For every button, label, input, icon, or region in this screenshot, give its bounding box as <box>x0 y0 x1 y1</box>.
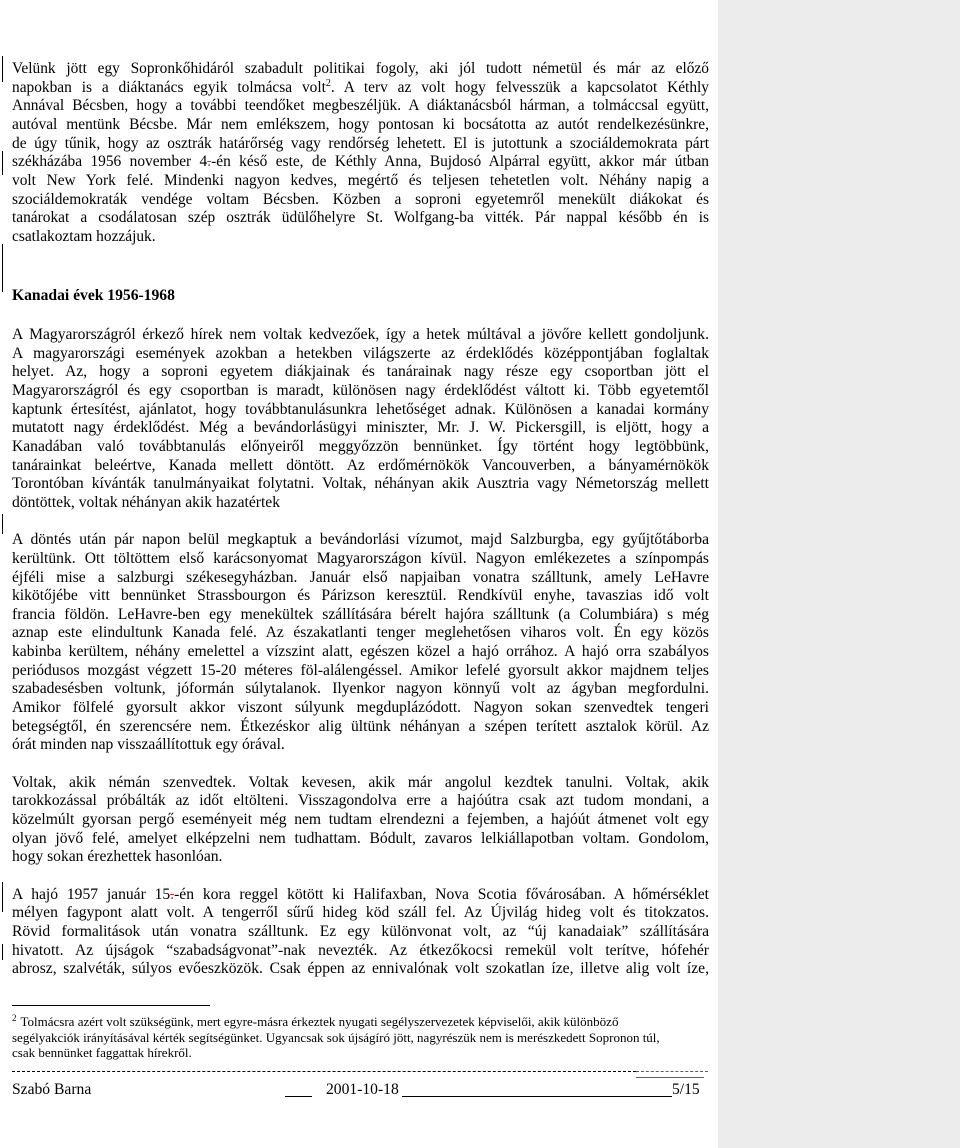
footer-underline <box>285 1096 312 1097</box>
paragraph-line: éjféli mise a salzburgi székesegyházban. Január első napjaiban vonatra szálltunk, amely LeHavre <box>12 568 709 586</box>
paragraph-line: Amikor fölfelé gyorsult akkor viszont súlyunk megduplázódott. Nagyon sokan szenvedtek tengeri <box>12 699 709 717</box>
change-bar <box>2 244 3 292</box>
paragraph-line: hogy sokan érezhettek hasonlóan. <box>12 848 223 866</box>
line-text: A hajó 1957 január 15 <box>12 885 171 903</box>
footnote <box>12 1014 709 1061</box>
paragraph-line: Rövid formalitások után vonatra szálltunk. Ez egy különvonat volt, az “új kanadaiak” szállítására <box>12 922 709 940</box>
paragraph-line: Voltak, akik némán szenvedtek. Voltak kevesen, akik már angolul kezdtek tanulni. Voltak, akik <box>12 773 709 791</box>
paragraph-line: kerültünk. Ott töltöttem első karácsonyomat Magyarországon kívül. Nagyon emlékezetes a színpompás <box>12 549 709 567</box>
paragraph-line: autóval mentünk Bécsbe. Már nem emlékszem, hogy pontosan ki bocsátotta az autót rendelkezésünkre, <box>12 116 709 134</box>
paragraph-line: mélyen fagypont alatt volt. A tengerről sűrű hideg köd száll fel. Az Újvilág hideg volt és titokzatos. <box>12 904 709 922</box>
paragraph-line: A Magyarországról érkező hírek nem voltak kedvezőek, így a hetek múltával a jövőre kellett gondoljunk. <box>12 326 709 343</box>
paragraph-line: kikötőjébe vitt bennünket Strassbourgon és Párizson keresztül. Rendkívül enyhe, tavaszias idő volt <box>12 587 709 605</box>
footer-date: 2001-10-18 <box>326 1081 399 1098</box>
paragraph-line <box>12 153 709 172</box>
paragraph-line: döntöttek, voltak néhányan akik hazatértek <box>12 493 281 511</box>
paragraph-line: Kanadában való továbbtanulás előnyeiről meggyőzzön bennünket. Így történt hogy legtöbbünk, <box>12 437 709 455</box>
line-text: -én késő este, de Kéthly Anna, Bujdosó Alpárral együtt, akkor már útban <box>211 153 709 171</box>
change-bar <box>2 151 3 175</box>
footnote-line: csak bennünket faggattak hírekről. <box>12 1045 192 1060</box>
paragraph-line: olyan jövő felé, amelyet elképzelni nem tudhattam. Bódult, zavaros lelkiállapotban voltam. Gondolom, <box>12 829 709 847</box>
footer-separator <box>12 1071 636 1072</box>
footnote-line <box>12 1014 709 1030</box>
paragraph-line: Magyarországról és egy csoportban is maradt, különösen nagy érdeklődést váltott ki. Több egyetemtől <box>12 381 709 399</box>
footnote-number: 2 <box>12 1012 17 1023</box>
line-text: -én kora reggel kötött ki Halifaxban, Nova Scotia fővárosában. A hőmérséklet <box>174 885 709 903</box>
paragraph-line: csatlakoztam hozzájuk. <box>12 228 156 246</box>
footnote-text: Tolmácsra azért volt szükségünk, mert egyre-másra érkeztek nyugati segélyszervezetek képviselői, akik különböző <box>20 1014 619 1029</box>
line-text: . A terv az volt hogy felvesszük a kapcsolatot Kéthly <box>330 78 709 96</box>
deleted-text: . <box>207 153 212 171</box>
paragraph-5 <box>12 886 709 979</box>
paragraph-line: francia földön. LeHavre-ben egy menekültek szállítására bérelt hajóra szálltunk (a Columbiára) s még <box>12 605 709 623</box>
section-heading: Kanadai évek 1956-1968 <box>12 287 175 304</box>
change-bar <box>2 514 3 534</box>
footer-author: Szabó Barna <box>12 1081 92 1098</box>
paragraph-line: A magyarországi események azokban a hetekben világszerte az érdeklődés középpontjában foglaltak <box>12 344 709 362</box>
comment-pane <box>718 0 960 1148</box>
footnote-line: segélyakciók irányításával kérték segítségünket. Ugyancsak sok újságíró jött, nagyrészük nem is merészkedett Sopronon túl, <box>12 1029 660 1045</box>
paragraph-line: Velünk jött egy Sopronkőhidáról szabadult politikai fogoly, aki jól tudott németül és már az előző <box>12 60 709 77</box>
paragraph-line: mutatott nagy érdeklődést. Még a bevándorlásügyi miniszter, Mr. J. W. Pickersgill, is eljött, hogy a <box>12 419 709 437</box>
change-bar <box>2 56 3 82</box>
change-bar <box>2 944 3 960</box>
footer-page-number: 5/15 <box>672 1081 700 1098</box>
paragraph-line: helyet. Az, hogy a soproni egyetem diákjainak és tanárainak nagy része egy csoportban jött el <box>12 363 709 381</box>
footer-separator-changed <box>636 1071 708 1072</box>
paragraph-line: kaptunk értesítést, ajánlatot, hogy továbbtanulásunkra lehetőséget adnak. Különösen a kanadai kormány <box>12 400 709 418</box>
paragraph-line: tarokkozással próbálták az időt eltölteni. Visszagondolva erre a hajóútra csak azt tudom mondani, a <box>12 792 709 810</box>
paragraph-line: tanárainkat beleértve, Kanada mellett döntött. Az erdőmérnökök Vancouverben, a bányamérnökök <box>12 456 709 474</box>
footer-change-underline <box>636 1077 704 1078</box>
paragraph-line: Torontóban kívánták tanulmányaikat folytatni. Voltak, néhányan akik Ausztria vagy Németország mellett <box>12 475 709 493</box>
line-text: székházába 1956 november 4 <box>12 153 208 171</box>
paragraph-line: hivatott. Az újságok “szabadságvonat”-nak nevezték. Az étkezőkocsi remekül volt terítve, hófehér <box>12 941 709 959</box>
paragraph-line: szociáldemokraták vendége voltam Bécsben. Közben a soproni egyetemről menekült diákokat és <box>12 190 709 208</box>
paragraph-line: aznap este elindultunk Kanada felé. Az északatlanti tenger meglehetősen viharos volt. Én egy közös <box>12 624 709 642</box>
body-text <box>12 326 709 998</box>
paragraph-line: Annával Bécsben, hogy a további teendőket megbeszéljük. A diáktanácsból hárman, a tolmáccsal együtt, <box>12 97 709 115</box>
paragraph-3 <box>12 531 709 755</box>
paragraph-line <box>12 886 709 905</box>
footer-underline <box>402 1096 672 1097</box>
footnote-separator <box>12 1005 210 1006</box>
paragraph-line: tanárokat a csodálatosan szép osztrák üdülőhelyre St. Wolfgang-ba vitték. Pár nappal később én is <box>12 209 709 227</box>
paragraph-1 <box>12 60 709 247</box>
paragraph-line: betegségtől, én szerencsére nem. Étkezéskor alig ültünk néhányan a szépen terített asztalok körül. Az <box>12 717 709 735</box>
paragraph-line: szabadesésben voltunk, jóformán súlytalanok. Ilyenkor nagyon könnyű volt az ágyban megfordulni. <box>12 680 709 698</box>
paragraph-line: közelmúlt gyorsan pergő eseményeit még nem tudtam elrendezni a fejemben, a hajóút átmenet volt egy <box>12 811 709 829</box>
paragraph-line: A döntés után pár napon belül megkaptuk a bevándorlási vízumot, majd Salzburgba, egy gyűjtőtáborba <box>12 531 709 549</box>
paragraph-line: volt New York felé. Mindenki nagyon kedves, megértő és teljesen tehetetlen volt. Néhány napig a <box>12 172 709 190</box>
deleted-text: . <box>170 885 175 903</box>
paragraph-line <box>12 79 709 98</box>
line-text: napokban is a diáktanács egyik tolmácsa volt <box>12 78 326 96</box>
paragraph-line: periódusos mozgást végzett 15-20 méteres föl-alálengéssel. Amikor lefelé gyorsult akkor majdnem teljes <box>12 661 709 679</box>
paragraph-4 <box>12 774 709 867</box>
paragraph-line: abrosz, szalvéták, súlyos evőeszközök. Csak éppen az ennivalónak volt szokatlan íze, illetve alig volt íze, <box>12 960 709 978</box>
change-bar <box>2 882 3 912</box>
paragraph-line: kabinba kerültem, néhány emelettel a vízszint alatt, egészen közel a hajó orrához. A hajó orra szabályos <box>12 643 709 661</box>
footnote-reference: 2 <box>325 77 331 89</box>
paragraph-line: de úgy tűnik, hogy az osztrák határőrség vagy rendőrség lehetett. El is jutottunk a szociáldemokrata párt <box>12 134 709 152</box>
paragraph-2 <box>12 326 709 513</box>
paragraph-line: órát minden nap visszaállítottuk egy órával. <box>12 736 285 754</box>
